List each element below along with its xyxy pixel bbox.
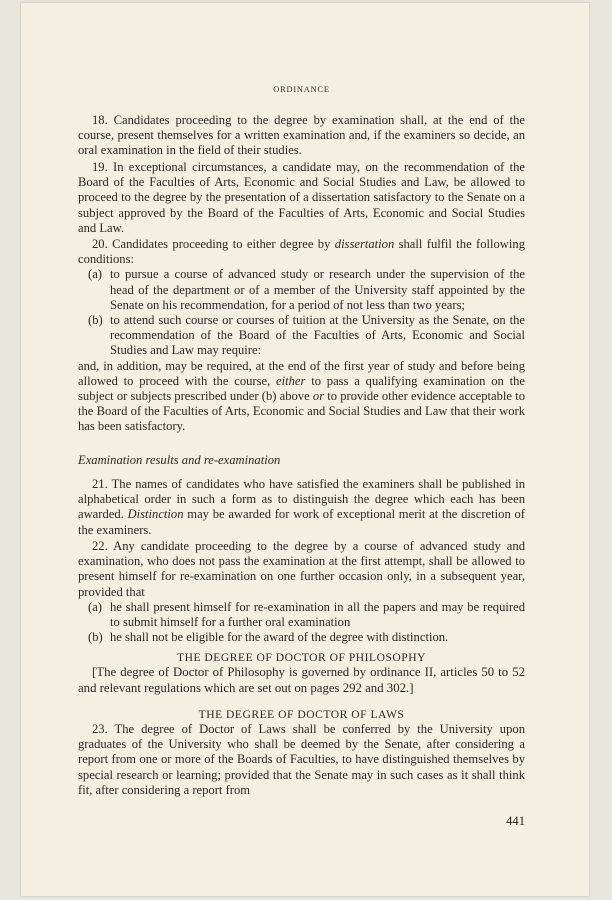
- paragraph-20: [78, 237, 525, 435]
- philosophy-note: [The degree of Doctor of Philosophy is governed by ordinance II, articles 50 to 52 and relevant regulations which are set out on pages 292 and 302.]: [78, 665, 525, 695]
- paragraph-20-tail-a: and, in addition, may be required, at the end of the first year of study and before being allowed to proceed with the course,: [78, 358, 525, 388]
- paragraph-18: 18. Candidates proceeding to the degree by examination shall, at the end of the course, present themselves for a written examination and, if the examiners so decide, an oral examination in the field of their studies.: [78, 113, 525, 158]
- paragraph-20-tail-emphasis-or: or: [312, 389, 325, 404]
- list-item-marker: (a): [88, 599, 102, 614]
- running-header: ORDINANCE: [273, 85, 330, 94]
- paragraph-21-b: may be awarded for work of exceptional merit at the discretion of the examiners.: [78, 507, 525, 537]
- list-item: [88, 267, 525, 313]
- list-item-marker: (a): [88, 267, 102, 282]
- paragraph-20-intro-a: 20. Candidates proceeding to either degree by: [92, 237, 335, 251]
- heading-doctor-of-philosophy: THE DEGREE OF DOCTOR OF PHILOSOPHY: [177, 651, 426, 664]
- list-item-text: he shall not be eligible for the award of the degree with distinction.: [110, 630, 449, 645]
- paragraph-22-provisos: [78, 600, 525, 646]
- section-heading-examination: Examination results and re-examination: [78, 453, 281, 467]
- paragraph-21-emphasis: Distinction: [127, 507, 184, 522]
- list-item-text: he shall present himself for re-examination in all the papers and may be required to submit himself for a further oral examination: [110, 599, 525, 630]
- paragraph-20-intro-emphasis: dissertation: [334, 237, 395, 251]
- paragraph-20-intro: [78, 237, 525, 267]
- page-number: 441: [506, 814, 525, 828]
- heading-doctor-of-laws: THE DEGREE OF DOCTOR OF LAWS: [198, 708, 405, 721]
- list-item-marker: (b): [88, 313, 103, 328]
- paragraph-22: [78, 539, 525, 645]
- list-item: [88, 600, 525, 630]
- paragraph-20-tail-b: to pass a qualifying examination on the subject or subjects prescribed under (b) above: [78, 373, 525, 404]
- paragraph-20-tail-c: to provide other evidence acceptable to the Board of the Faculties of Arts, Economic and Social Studies and Law that their work has been satisfactory.: [78, 389, 525, 434]
- document-page: [21, 3, 589, 896]
- paragraph-19: 19. In exceptional circumstances, a candidate may, on the recommendation of the Board of the Faculties of Arts, Economic and Social Studies and Law, be allowed to proceed to the degree by the presentation of a dissertation satisfactory to the Senate on a subject approved by the Board of the Faculties of Arts, Economic and Social Studies and Law.: [78, 160, 525, 235]
- paragraph-23: 23. The degree of Doctor of Laws shall be conferred by the University upon graduates of the University who shall be deemed by the Senate, after considering a report from one or more of the Boards of Faculties, to have distinguished themselves by special research or learning; provided that the Senate may in such cases as it shall think fit, after considering a report from: [78, 722, 525, 797]
- list-item: [88, 630, 525, 645]
- list-item: [88, 313, 525, 359]
- paragraph-22-intro: 22. Any candidate proceeding to the degree by a course of advanced study and examination, who does not pass the examination at the first attempt, shall be allowed to present himself for re-examination on one further occasion only, in a subsequent year, provided that: [78, 539, 525, 599]
- list-item-text: to attend such course or courses of tuition at the University as the Senate, on the recommendation of the Board of the Faculties of Arts, Economic and Social Studies and Law may require:: [110, 313, 525, 358]
- paragraph-20-tail: [78, 359, 525, 435]
- paragraph-20-conditions: [78, 267, 525, 358]
- paragraph-21-a: 21. The names of candidates who have satisfied the examiners shall be published in alphabetical order in such a form as to distinguish the degree which each has been awarded.: [78, 477, 525, 522]
- paragraph-21: [78, 477, 525, 538]
- list-item-text: to pursue a course of advanced study or research under the supervision of the head of the department or of a member of the University staff appointed by the Senate on his recommendation, for a period of not less than two years;: [110, 267, 525, 312]
- paragraph-20-tail-emphasis-either: either: [276, 373, 306, 388]
- paragraph-20-intro-b: shall fulfil the following conditions:: [78, 237, 525, 267]
- list-item-marker: (b): [88, 630, 103, 645]
